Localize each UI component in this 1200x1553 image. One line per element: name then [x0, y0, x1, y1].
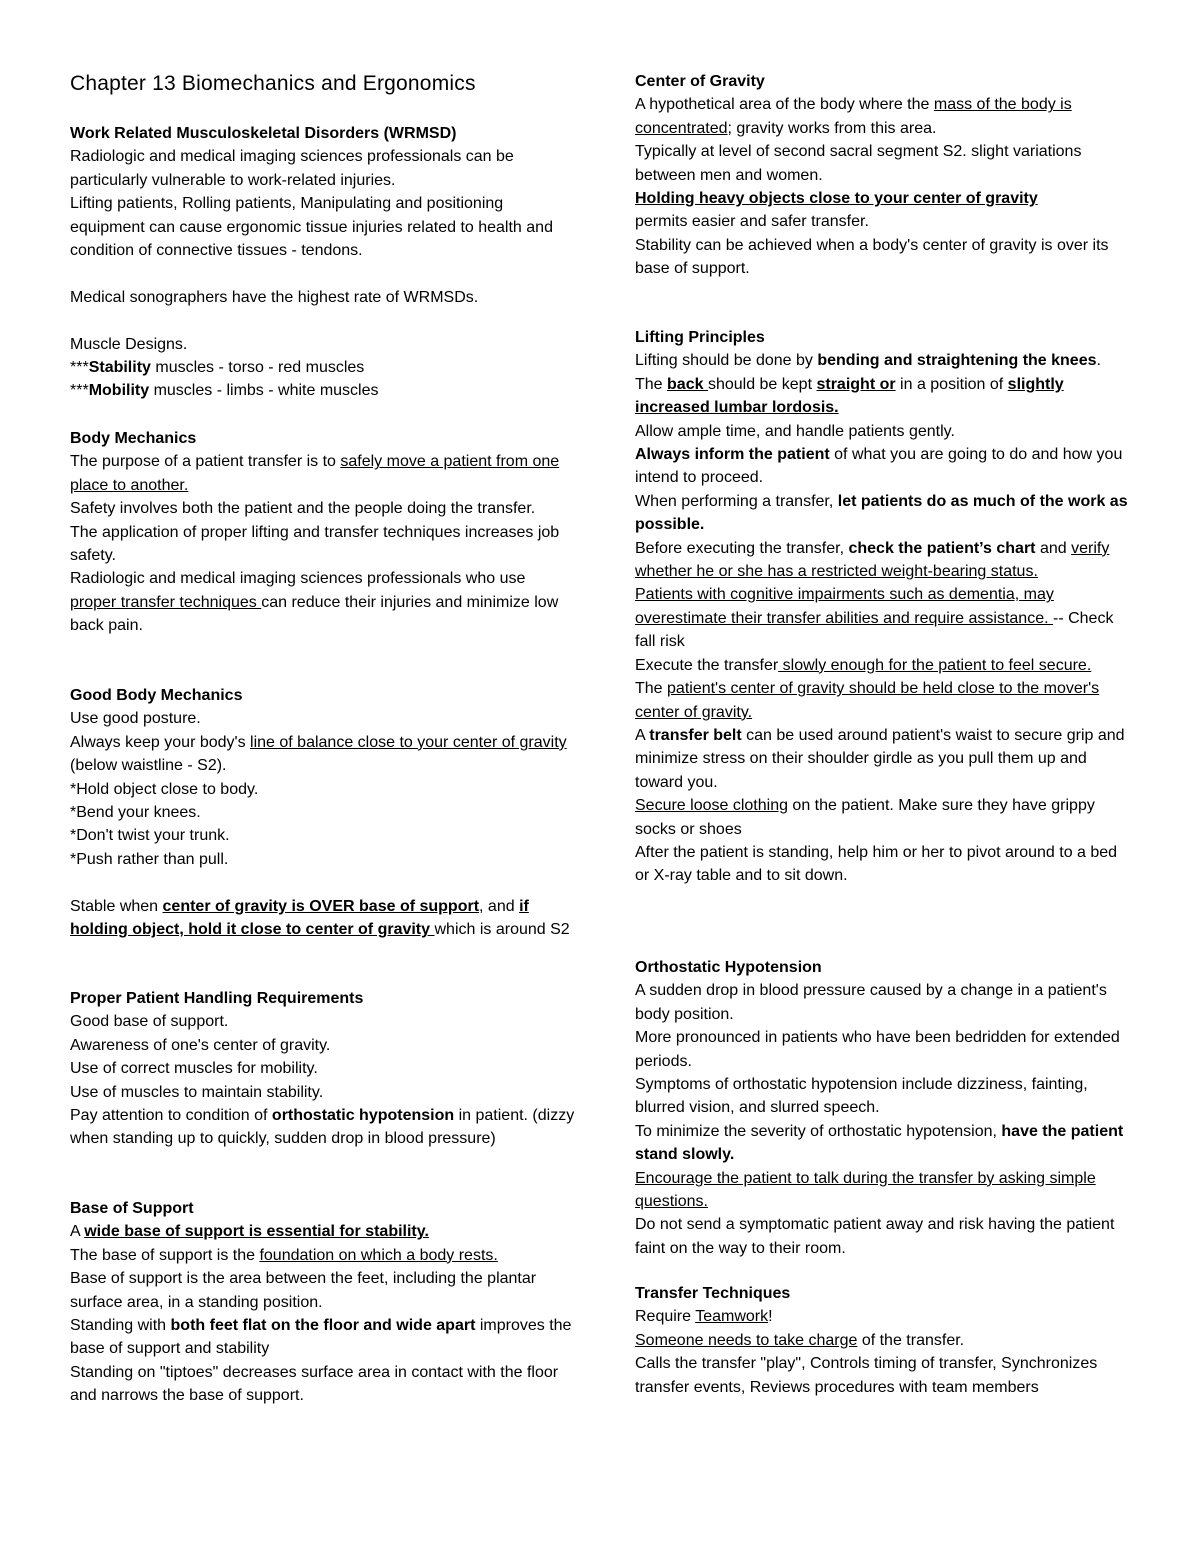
list-item: *Hold object close to body.	[70, 780, 259, 798]
paragraph: Awareness of one's center of gravity.	[70, 1036, 331, 1054]
paragraph: Execute the transfer slowly enough for the patient to feel secure.	[635, 656, 1092, 674]
paragraph: Use of muscles to maintain stability.	[70, 1083, 324, 1101]
section-lifting-principles	[635, 326, 1135, 888]
paragraph: Radiologic and medical imaging sciences professionals can be particularly vulnerable to work-related injuries.	[70, 148, 514, 189]
paragraph: Symptoms of orthostatic hypotension include dizziness, fainting, blurred vision, and slurred speech.	[635, 1076, 1088, 1117]
paragraph: Muscle Designs.	[70, 335, 188, 353]
paragraph: Use of correct muscles for mobility.	[70, 1060, 318, 1078]
paragraph: The patient's center of gravity should be held close to the mover's center of gravity.	[635, 680, 1100, 721]
paragraph: Good base of support.	[70, 1013, 229, 1031]
paragraph: A wide base of support is essential for stability.	[70, 1223, 429, 1241]
paragraph: Base of support is the area between the feet, including the plantar surface area, in a standing position.	[70, 1270, 537, 1311]
section-patient-handling	[70, 987, 575, 1151]
section-center-of-gravity	[635, 70, 1135, 281]
paragraph: The base of support is the foundation on which a body rests.	[70, 1246, 498, 1264]
paragraph: Pay attention to condition of orthostatic hypotension in patient. (dizzy when standing up to quickly, sudden drop in blood pressure)	[70, 1107, 575, 1148]
section-heading: Good Body Mechanics	[70, 687, 243, 704]
section-heading: Orthostatic Hypotension	[635, 959, 822, 976]
section-body-mechanics	[70, 427, 575, 638]
paragraph: Lifting patients, Rolling patients, Manipulating and positioning equipment can cause ergonomic tissue injuries related to health and condition of connective tissues - tendons.	[70, 195, 553, 260]
stability-line: ***Stability muscles - torso - red muscles	[70, 359, 365, 377]
paragraph: The application of proper lifting and transfer techniques increases job safety.	[70, 523, 560, 565]
section-transfer-techniques	[635, 1282, 1135, 1399]
paragraph: Standing on "tiptoes" decreases surface area in contact with the floor and narrows the base of support.	[70, 1363, 559, 1405]
paragraph: Lifting should be done by bending and straightening the knees.	[635, 352, 1101, 370]
section-heading: Lifting Principles	[635, 329, 765, 346]
paragraph: After the patient is standing, help him or her to pivot around to a bed or X-ray table and to sit down.	[635, 843, 1118, 885]
paragraph: Typically at level of second sacral segment S2. slight variations between men and women.	[635, 143, 1082, 184]
section-good-body-mechanics	[70, 684, 575, 941]
paragraph: Always keep your body's line of balance close to your center of gravity (below waistline - S2).	[70, 733, 567, 775]
section-heading: Base of Support	[70, 1200, 194, 1217]
section-heading: Proper Patient Handling Requirements	[70, 990, 364, 1007]
paragraph: A hypothetical area of the body where the mass of the body is concentrated; gravity works from this area.	[635, 96, 1072, 137]
paragraph: Medical sonographers have the highest rate of WRMSDs.	[70, 288, 479, 306]
list-item: *Don't twist your trunk.	[70, 827, 230, 845]
paragraph: Allow ample time, and handle patients gently.	[635, 422, 955, 440]
section-heading: Work Related Musculoskeletal Disorders (WRMSD)	[70, 125, 457, 142]
paragraph: Secure loose clothing on the patient. Make sure they have grippy socks or shoes	[635, 797, 1095, 838]
paragraph: Before executing the transfer, check the patient’s chart and verify whether he or she has a restricted weight-bearing status.	[635, 539, 1110, 581]
list-item: *Push rather than pull.	[70, 850, 229, 868]
paragraph: Holding heavy objects close to your center of gravity permits easier and safer transfer.	[635, 190, 1038, 231]
paragraph: Standing with both feet flat on the floor and wide apart improves the base of support and stability	[70, 1317, 572, 1358]
section-heading: Transfer Techniques	[635, 1285, 791, 1302]
paragraph: Safety involves both the patient and the people doing the transfer.	[70, 500, 536, 518]
paragraph: When performing a transfer, let patients do as much of the work as possible.	[635, 492, 1128, 534]
paragraph: The back should be kept straight or in a position of slightly increased lumbar lordosis.	[635, 375, 1064, 417]
paragraph: More pronounced in patients who have been bedridden for extended periods.	[635, 1029, 1120, 1070]
page-title: Chapter 13 Biomechanics and Ergonomics	[70, 72, 476, 95]
list-item: *Bend your knees.	[70, 804, 201, 822]
paragraph: Stability can be achieved when a body's center of gravity is over its base of support.	[635, 236, 1109, 278]
paragraph: Require Teamwork!	[635, 1308, 773, 1326]
paragraph: Patients with cognitive impairments such as dementia, may overestimate their transfer abilities and require assistance. -- Check fall risk	[635, 586, 1114, 651]
mobility-line: ***Mobility muscles - limbs - white muscles	[70, 382, 379, 400]
paragraph: Stable when center of gravity is OVER base of support, and if holding object, hold it close to center of gravity which is around S2	[70, 897, 570, 939]
section-orthostatic-hypotension	[635, 956, 1135, 1260]
section-heading: Body Mechanics	[70, 430, 197, 447]
section-wrmsd	[70, 122, 575, 403]
paragraph: Use good posture.	[70, 710, 201, 728]
section-base-of-support	[70, 1197, 575, 1408]
paragraph: Encourage the patient to talk during the transfer by asking simple questions.	[635, 1169, 1096, 1211]
paragraph: Someone needs to take charge of the transfer.	[635, 1331, 965, 1349]
paragraph: The purpose of a patient transfer is to safely move a patient from one place to another.	[70, 453, 560, 494]
paragraph: Calls the transfer "play", Controls timing of transfer, Synchronizes transfer events, Reviews procedures with team members	[635, 1355, 1098, 1396]
section-heading: Center of Gravity	[635, 73, 765, 90]
paragraph: Radiologic and medical imaging sciences professionals who use proper transfer techniques can reduce their injuries and minimize low back pain.	[70, 570, 559, 635]
paragraph: Always inform the patient of what you are going to do and how you intend to proceed.	[635, 446, 1123, 487]
paragraph: A sudden drop in blood pressure caused by a change in a patient's body position.	[635, 982, 1107, 1023]
paragraph: Do not send a symptomatic patient away and risk having the patient faint on the way to their room.	[635, 1216, 1115, 1257]
paragraph: To minimize the severity of orthostatic hypotension, have the patient stand slowly.	[635, 1122, 1124, 1164]
paragraph: A transfer belt can be used around patient's waist to secure grip and minimize stress on their shoulder girdle as you pull them up and toward you.	[635, 726, 1125, 791]
